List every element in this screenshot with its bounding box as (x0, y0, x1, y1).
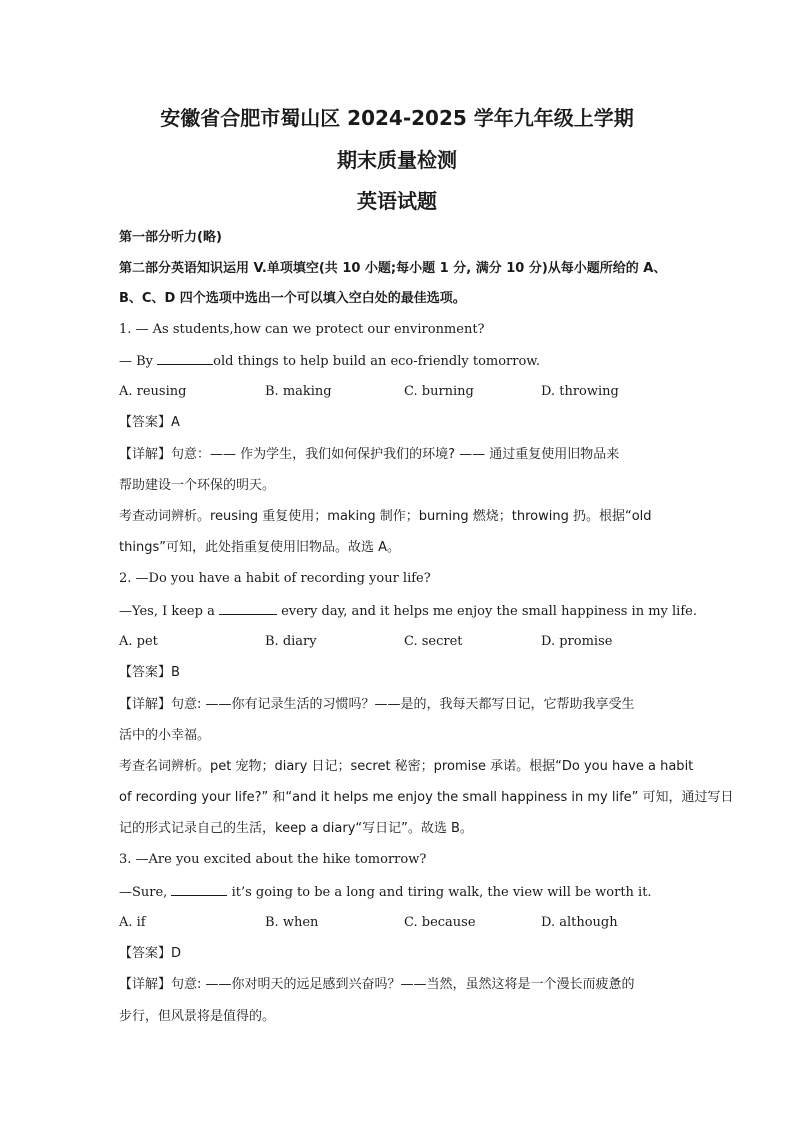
title-line-3: 英语试题 (357, 189, 437, 213)
question-2-blank (219, 602, 277, 615)
question-3-answer: 【答案】D (119, 946, 182, 961)
question-1-prompt: 1. — As students,how can we protect our environment? (119, 322, 485, 337)
question-2-answer: 【答案】B (119, 665, 180, 680)
question-2-option-c: C. secret (404, 634, 463, 649)
question-3-option-d: D. although (541, 915, 618, 930)
question-2-response (119, 602, 697, 621)
question-2-explain-1: 【详解】句意: ——你有记录生活的习惯吗？——是的，我每天都写日记，它帮助我享受生 (119, 697, 635, 712)
question-1-explain-3: 考查动词辨析。reusing 重复使用；making 制作；burning 燃烧；throwing 扔。根据“old (119, 509, 652, 524)
question-3-response (119, 883, 652, 902)
question-3-option-a: A. if (119, 915, 146, 930)
question-2-option-d: D. promise (541, 634, 613, 649)
question-3-explain-2: 步行，但风景将是值得的。 (119, 1009, 276, 1024)
question-2-explain-5: 记的形式记录自己的生活，keep a diary“写日记”。故选 B。 (119, 821, 473, 836)
question-2-explain-4: of recording your life?” 和“and it helps me enjoy the small happiness in my life” 可知，通过写日 (119, 790, 734, 805)
question-3-response-post: it’s going to be a long and tiring walk, the view will be worth it. (227, 885, 652, 900)
part1-heading: 第一部分听力(略) (119, 230, 222, 245)
question-1-response-pre: — By (119, 354, 158, 369)
question-1-explain-1: 【详解】句意：—— 作为学生，我们如何保护我们的环境? —— 通过重复使用旧物品来 (119, 447, 620, 462)
title-line-2: 期末质量检测 (337, 148, 457, 172)
question-2-prompt: 2. —Do you have a habit of recording your life? (119, 571, 431, 586)
question-2-response-pre: —Yes, I keep a (119, 604, 219, 619)
question-2-option-b: B. diary (265, 634, 317, 649)
question-1-response-post: old things to help build an eco-friendly tomorrow. (213, 354, 541, 369)
question-1-option-b: B. making (265, 384, 332, 399)
question-3-prompt: 3. —Are you excited about the hike tomorrow? (119, 852, 427, 867)
question-1-answer: 【答案】A (119, 415, 180, 430)
part2-heading-line2: B、C、D 四个选项中选出一个可以填入空白处的最佳选项。 (119, 291, 466, 306)
question-1-blank (157, 352, 213, 365)
question-2-explain-2: 活中的小幸福。 (119, 728, 211, 743)
question-1-option-c: C. burning (404, 384, 474, 399)
question-1-explain-2: 帮助建设一个环保的明天。 (119, 478, 276, 493)
question-3-option-c: C. because (404, 915, 476, 930)
question-2-response-post: every day, and it helps me enjoy the small happiness in my life. (276, 604, 697, 619)
question-2-option-a: A. pet (119, 634, 158, 649)
title-line-1: 安徽省合肥市蜀山区 2024-2025 学年九年级上学期 (160, 106, 634, 130)
question-1-option-d: D. throwing (541, 384, 619, 399)
question-3-blank (171, 883, 227, 896)
question-3-explain-1: 【详解】句意: ——你对明天的远足感到兴奋吗？——当然，虽然这将是一个漫长而疲惫的 (119, 977, 635, 992)
question-1-explain-4: things”可知，此处指重复使用旧物品。故选 A。 (119, 540, 400, 555)
part2-heading-line1: 第二部分英语知识运用 V.单项填空(共 10 小题;每小题 1 分, 满分 10 分)从每小题所给的 A、 (119, 261, 667, 276)
question-1-option-a: A. reusing (119, 384, 187, 399)
question-1-response (119, 352, 540, 371)
question-3-response-pre: —Sure, (119, 885, 172, 900)
question-2-explain-3: 考查名词辨析。pet 宠物；diary 日记；secret 秘密；promise 承诺。根据“Do you have a habit (119, 759, 694, 774)
question-3-option-b: B. when (265, 915, 319, 930)
